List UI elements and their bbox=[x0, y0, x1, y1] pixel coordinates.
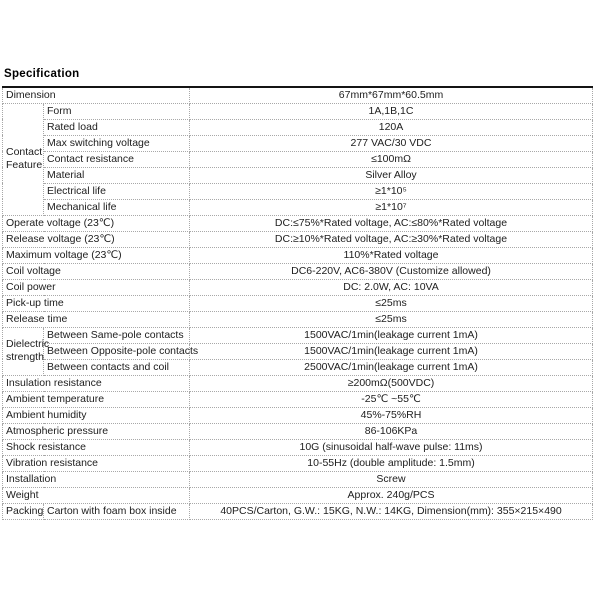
table-row bbox=[3, 231, 593, 247]
spec-value-cell: ≥1*10⁷ bbox=[190, 199, 593, 215]
spec-value-cell: 110%*Rated voltage bbox=[190, 247, 593, 263]
spec-value-cell: DC: 2.0W, AC: 10VA bbox=[190, 279, 593, 295]
spec-label-cell: Shock resistance bbox=[3, 439, 190, 455]
spec-value-cell: 45%-75%RH bbox=[190, 407, 593, 423]
spec-label-cell: Maximum voltage (23℃) bbox=[3, 247, 190, 263]
spec-value-cell: ≤25ms bbox=[190, 311, 593, 327]
spec-label-cell: Dimension bbox=[3, 87, 190, 103]
spec-value-cell: ≤25ms bbox=[190, 295, 593, 311]
spec-label-cell: Insulation resistance bbox=[3, 375, 190, 391]
spec-value-cell: Screw bbox=[190, 471, 593, 487]
spec-value-cell: DC6-220V, AC6-380V (Customize allowed) bbox=[190, 263, 593, 279]
spec-label-cell: Mechanical life bbox=[44, 199, 190, 215]
spec-label-cell: Max switching voltage bbox=[44, 135, 190, 151]
table-row bbox=[3, 423, 593, 439]
table-row bbox=[3, 391, 593, 407]
spec-value-cell: 40PCS/Carton, G.W.: 15KG, N.W.: 14KG, Dimension(mm): 355×215×490 bbox=[190, 503, 593, 519]
spec-label-cell: Coil voltage bbox=[3, 263, 190, 279]
table-row bbox=[3, 471, 593, 487]
spec-value-cell: 277 VAC/30 VDC bbox=[190, 135, 593, 151]
table-row bbox=[3, 279, 593, 295]
page-title: Specification bbox=[4, 68, 80, 80]
table-row bbox=[3, 167, 593, 183]
spec-label-cell: Installation bbox=[3, 471, 190, 487]
spec-value-cell: 86-106KPa bbox=[190, 423, 593, 439]
spec-value-cell: 1500VAC/1min(leakage current 1mA) bbox=[190, 343, 593, 359]
spec-label-cell: Release time bbox=[3, 311, 190, 327]
spec-label-cell: Weight bbox=[3, 487, 190, 503]
spec-label-cell: Form bbox=[44, 103, 190, 119]
spec-value-cell: -25℃ ~55℃ bbox=[190, 391, 593, 407]
spec-value-cell: 10-55Hz (double amplitude: 1.5mm) bbox=[190, 455, 593, 471]
table-row bbox=[3, 455, 593, 471]
spec-value-cell: 1A,1B,1C bbox=[190, 103, 593, 119]
spec-label-cell: Carton with foam box inside bbox=[44, 503, 190, 519]
spec-value-cell: 1500VAC/1min(leakage current 1mA) bbox=[190, 327, 593, 343]
spec-label-cell: Coil power bbox=[3, 279, 190, 295]
spec-value-cell: Approx. 240g/PCS bbox=[190, 487, 593, 503]
table-row bbox=[3, 503, 593, 519]
table-row bbox=[3, 487, 593, 503]
spec-value-cell: DC:≥10%*Rated voltage, AC:≥30%*Rated voltage bbox=[190, 231, 593, 247]
table-row bbox=[3, 151, 593, 167]
table-row bbox=[3, 103, 593, 119]
spec-value-cell: 67mm*67mm*60.5mm bbox=[190, 87, 593, 103]
table-row bbox=[3, 359, 593, 375]
spec-label-cell: Operate voltage (23℃) bbox=[3, 215, 190, 231]
table-row bbox=[3, 327, 593, 343]
table-row bbox=[3, 135, 593, 151]
table-row bbox=[3, 183, 593, 199]
spec-label-cell: Material bbox=[44, 167, 190, 183]
table-row bbox=[3, 375, 593, 391]
spec-value-cell: ≤100mΩ bbox=[190, 151, 593, 167]
spec-label-cell: Electrical life bbox=[44, 183, 190, 199]
spec-group-cell: Contact Feature bbox=[3, 103, 44, 215]
table-row bbox=[3, 247, 593, 263]
spec-label-cell: Ambient temperature bbox=[3, 391, 190, 407]
spec-label-cell: Rated load bbox=[44, 119, 190, 135]
table-row bbox=[3, 215, 593, 231]
table-row bbox=[3, 295, 593, 311]
spec-value-cell: ≥200mΩ(500VDC) bbox=[190, 375, 593, 391]
spec-value-cell: DC:≤75%*Rated voltage, AC:≤80%*Rated voltage bbox=[190, 215, 593, 231]
spec-label-cell: Vibration resistance bbox=[3, 455, 190, 471]
spec-label-cell: Between Same-pole contacts bbox=[44, 327, 190, 343]
spec-value-cell: 120A bbox=[190, 119, 593, 135]
table-row bbox=[3, 199, 593, 215]
spec-value-cell: Silver Alloy bbox=[190, 167, 593, 183]
table-row bbox=[3, 439, 593, 455]
table-row bbox=[3, 311, 593, 327]
spec-value-cell: ≥1*10⁵ bbox=[190, 183, 593, 199]
spec-group-cell: Dielectric strength bbox=[3, 327, 44, 375]
spec-label-cell: Between Opposite-pole contacts bbox=[44, 343, 190, 359]
spec-value-cell: 2500VAC/1min(leakage current 1mA) bbox=[190, 359, 593, 375]
table-row bbox=[3, 263, 593, 279]
spec-label-cell: Between contacts and coil bbox=[44, 359, 190, 375]
table-row bbox=[3, 343, 593, 359]
spec-label-cell: Atmospheric pressure bbox=[3, 423, 190, 439]
spec-label-cell: Contact resistance bbox=[44, 151, 190, 167]
spec-label-cell: Pick-up time bbox=[3, 295, 190, 311]
table-row bbox=[3, 87, 593, 103]
table-row bbox=[3, 119, 593, 135]
table-row bbox=[3, 407, 593, 423]
spec-value-cell: 10G (sinusoidal half-wave pulse: 11ms) bbox=[190, 439, 593, 455]
spec-label-cell: Packing bbox=[3, 503, 44, 519]
spec-label-cell: Ambient humidity bbox=[3, 407, 190, 423]
spec-label-cell: Release voltage (23℃) bbox=[3, 231, 190, 247]
specification-table bbox=[2, 86, 593, 520]
specification-table-body bbox=[3, 87, 593, 519]
